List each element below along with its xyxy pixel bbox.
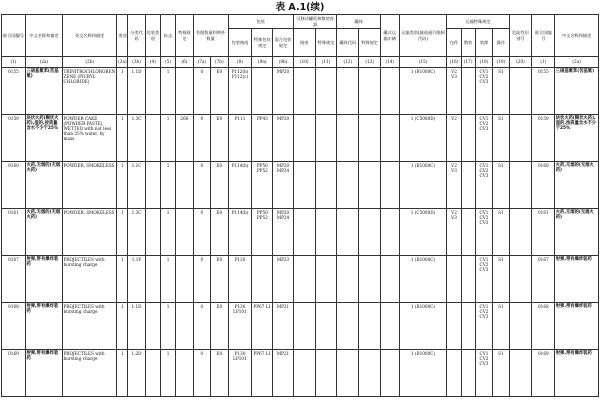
packing-group-cell (145, 115, 160, 162)
tank-sp2-cell (359, 162, 381, 209)
tank-sp2-cell (359, 350, 381, 397)
limited-quantity-cell: 0 (193, 209, 210, 256)
tank-instruction-cell (293, 115, 315, 162)
en-name-cell: POWDER, SMOKELESS (62, 209, 116, 256)
excepted-quantity-cell: E0 (211, 162, 228, 209)
hazard-id-cell (509, 303, 532, 350)
tank-instruction-cell (293, 256, 315, 303)
label-cell: 1 (160, 162, 175, 209)
header-un-number: 联合国编号 (2, 15, 26, 57)
tank-instruction-cell (293, 209, 315, 256)
limited-quantity-cell: 0 (193, 68, 210, 115)
un-number-2-cell: 0155 (532, 68, 555, 115)
cn-name-2-cell: 块状火药(糊状火药),湿的,按质量含水不少于25% (555, 115, 599, 162)
column-number: (3b) (128, 57, 145, 68)
header-sp-loading: 装卸 (475, 29, 492, 57)
class-code-cell: 1.2D (128, 350, 145, 397)
sp-bulk-cell (461, 162, 475, 209)
dangerous-goods-table (1, 14, 599, 397)
sp-loading-cell: CV1 CV2 CV3 (475, 68, 492, 115)
column-number-row (2, 57, 599, 68)
header-cn-name: 中文名称和描述 (25, 15, 62, 57)
tank-sp-cell (315, 209, 337, 256)
column-number: (1) (532, 57, 555, 68)
special-provision-cell (176, 350, 193, 397)
cn-name-cell: 火药,无烟的(无烟火药) (25, 162, 62, 209)
tank-code-cell (337, 162, 359, 209)
sp-bulk-cell (461, 303, 475, 350)
header-transport-category: 运输类别(隧道通行限制代码) (399, 15, 447, 57)
un-number-cell: 0169 (2, 350, 26, 397)
packing-instruction-cell: P114(b) (228, 209, 252, 256)
en-name-cell: POWDER, SMOKELESS (62, 162, 116, 209)
tank-instruction-cell (293, 303, 315, 350)
un-number-cell: 0167 (2, 256, 26, 303)
cn-name-cell: 块状火药(糊状火药),湿的,按质量含水不少于25% (25, 115, 62, 162)
sp-packages-cell: V2 V3 (447, 162, 461, 209)
tank-sp2-cell (359, 256, 381, 303)
sp-operation-cell: S1 (493, 115, 509, 162)
mixed-packing-cell: MP21 (273, 303, 294, 350)
column-number: (7b) (211, 57, 228, 68)
column-number: (8) (228, 57, 252, 68)
un-number-cell: 0161 (2, 209, 26, 256)
class-code-cell: 1.1D (128, 303, 145, 350)
column-number: (13) (359, 57, 381, 68)
column-number: (15) (399, 57, 447, 68)
sp-operation-cell: S1 (493, 303, 509, 350)
header-tank-instr: 指南 (293, 29, 315, 57)
transport-category-cell: 1 (B1000C) (399, 350, 447, 397)
packing-sp-cell: PP50 PP52 (252, 162, 273, 209)
packing-group-cell (145, 162, 160, 209)
sp-operation-cell: S1 (493, 162, 509, 209)
tank-sp-cell (315, 303, 337, 350)
sp-loading-cell: CV1 CV2 CV3 (475, 162, 492, 209)
transport-category-cell: 1 (B1000C) (399, 256, 447, 303)
cn-name-2-cell: 射弹,带有爆炸装药 (555, 350, 599, 397)
vehicle-cell (381, 209, 400, 256)
header-packing-sp: 特殊包装规定 (252, 29, 273, 57)
table-row (2, 162, 599, 209)
header-vehicle-for-tank: 罐式运输车辆 (381, 15, 400, 57)
cn-name-2-cell: 射弹,带有爆炸装药 (555, 303, 599, 350)
un-number-cell: 0160 (2, 162, 26, 209)
tank-instruction-cell (293, 162, 315, 209)
sp-packages-cell (447, 350, 461, 397)
column-number: (10) (293, 57, 315, 68)
mixed-packing-cell: MP20 MP24 (273, 162, 294, 209)
tank-sp-cell (315, 350, 337, 397)
header-packing-instr: 包装指南 (228, 29, 252, 57)
table-row (2, 209, 599, 256)
class-cell: 1 (117, 162, 128, 209)
header-class-code: 分类代码 (128, 15, 145, 57)
special-provision-cell: 266 (176, 115, 193, 162)
un-number-2-cell: 0160 (532, 162, 555, 209)
special-provision-cell (176, 303, 193, 350)
column-number: (1) (2, 57, 26, 68)
packing-instruction-cell: P114(b) (228, 162, 252, 209)
tank-sp-cell (315, 162, 337, 209)
hazard-id-cell (509, 256, 532, 303)
sp-packages-cell: V2 V3 (447, 68, 461, 115)
transport-category-cell: 1 (B1000C) (399, 303, 447, 350)
column-number: (17) (461, 57, 475, 68)
column-number: (2a) (555, 57, 599, 68)
en-name-cell: TRINITROCHLOROBENZENE (PICRYL CHLORIDE) (62, 68, 116, 115)
header-special-provisions: 特殊规定 (176, 15, 193, 57)
transport-category-cell: 1 (B1000C) (399, 162, 447, 209)
packing-sp-cell: PP67 L1 (252, 303, 273, 350)
hazard-id-cell (509, 115, 532, 162)
tank-code-cell (337, 350, 359, 397)
header-sp-packages: 包件 (447, 29, 461, 57)
cn-name-cell: 射弹,带有爆炸装药 (25, 303, 62, 350)
en-name-cell: PROJECTILES with bursting charge (62, 350, 116, 397)
vehicle-cell (381, 68, 400, 115)
tank-sp-cell (315, 115, 337, 162)
packing-sp-cell: PP43 (252, 115, 273, 162)
excepted-quantity-cell: E0 (211, 209, 228, 256)
class-code-cell: 1.3C (128, 115, 145, 162)
header-sp-operation: 操作 (493, 29, 509, 57)
column-number: (14) (381, 57, 400, 68)
un-number-2-cell: 0167 (532, 256, 555, 303)
class-cell: 1 (117, 303, 128, 350)
en-name-cell: PROJECTILES with bursting charge (62, 256, 116, 303)
column-number: (4) (145, 57, 160, 68)
sp-bulk-cell (461, 350, 475, 397)
class-cell: 1 (117, 209, 128, 256)
tank-sp-cell (315, 68, 337, 115)
un-number-2-cell: 0161 (532, 209, 555, 256)
class-code-cell: 1.1D (128, 68, 145, 115)
cn-name-cell: 射弹,带有爆炸装药 (25, 350, 62, 397)
un-number-2-cell: 0159 (532, 115, 555, 162)
column-number: (2a) (25, 57, 62, 68)
limited-quantity-cell: 0 (193, 350, 210, 397)
label-cell: 1 (160, 115, 175, 162)
class-cell: 1 (117, 68, 128, 115)
header-labels: 标志 (160, 15, 175, 57)
vehicle-cell (381, 162, 400, 209)
header-hazard-id: 危险性识别号 (509, 15, 532, 57)
table-row (2, 256, 599, 303)
sp-operation-cell: S1 (493, 209, 509, 256)
header-sp-bulk: 散装 (461, 29, 475, 57)
packing-instruction-cell: P111 (228, 115, 252, 162)
column-number: (7a) (193, 57, 210, 68)
table-row (2, 303, 599, 350)
sp-operation-cell: S1 (493, 256, 509, 303)
header-cn-name-2: 中文名称和描述 (555, 15, 599, 57)
header-tank-code: 罐体代码 (337, 29, 359, 57)
limited-quantity-cell: 0 (193, 162, 210, 209)
tank-sp2-cell (359, 209, 381, 256)
packing-sp-cell (252, 256, 273, 303)
un-number-cell: 0155 (2, 68, 26, 115)
header-tank-group: 可移动罐柜和散装容器 (293, 15, 337, 29)
packing-sp-cell: PP50 PP52 (252, 209, 273, 256)
cn-name-cell: 火药,无烟的(无烟火药) (25, 209, 62, 256)
mixed-packing-cell: MP20 (273, 115, 294, 162)
column-number: (2b) (62, 57, 116, 68)
class-code-cell: 1.1C (128, 162, 145, 209)
header-limited-excepted: 有限数量和例外数量 (193, 15, 228, 57)
tank-code-cell (337, 303, 359, 350)
label-cell: 1 (160, 350, 175, 397)
hazard-id-cell (509, 68, 532, 115)
sp-loading-cell: CV1 CV2 CV3 (475, 350, 492, 397)
tank-instruction-cell (293, 350, 315, 397)
header-mixed-packing: 混合包装规定 (273, 29, 294, 57)
en-name-cell: PROJECTILES with bursting charge (62, 303, 116, 350)
packing-group-cell (145, 68, 160, 115)
en-name-cell: POWDER CAKE (POWDER PASTE), WETTED with not less than 25% water, by mass (62, 115, 116, 162)
packing-instruction-cell: P130 (228, 256, 252, 303)
sp-loading-cell: CV1 CV2 CV3 (475, 209, 492, 256)
sp-operation-cell: S1 (493, 68, 509, 115)
special-provision-cell (176, 68, 193, 115)
header-vehicle-tank: 罐体 (337, 15, 381, 29)
un-number-cell: 0159 (2, 115, 26, 162)
table-body (2, 68, 599, 397)
mixed-packing-cell: MP20 (273, 68, 294, 115)
tank-sp2-cell (359, 68, 381, 115)
class-cell: 1 (117, 350, 128, 397)
header-packing: 包装 (228, 15, 293, 29)
packing-instruction-cell: P112(b) P112(c) (228, 68, 252, 115)
column-number: (20) (509, 57, 532, 68)
limited-quantity-cell: 0 (193, 115, 210, 162)
packing-instruction-cell: P130 LP101 (228, 303, 252, 350)
class-code-cell: 1.1F (128, 256, 145, 303)
vehicle-cell (381, 350, 400, 397)
special-provision-cell (176, 256, 193, 303)
cn-name-2-cell: 三硝基氯苯(苦基氯) (555, 68, 599, 115)
column-number: (16) (447, 57, 461, 68)
sp-bulk-cell (461, 115, 475, 162)
sp-packages-cell (447, 303, 461, 350)
un-number-2-cell: 0169 (532, 350, 555, 397)
header-un-number-2: 联合国编号 (532, 15, 555, 57)
page-title: 表 A.1(续) (275, 2, 325, 13)
column-number: (18) (475, 57, 492, 68)
tank-code-cell (337, 115, 359, 162)
packing-sp-cell: PP67 L1 (252, 350, 273, 397)
tank-code-cell (337, 209, 359, 256)
special-provision-cell (176, 162, 193, 209)
excepted-quantity-cell: E0 (211, 115, 228, 162)
limited-quantity-cell: 0 (193, 303, 210, 350)
cn-name-2-cell: 火药,无烟的(无烟火药) (555, 209, 599, 256)
excepted-quantity-cell: E0 (211, 303, 228, 350)
special-provision-cell (176, 209, 193, 256)
sp-loading-cell: CV1 CV2 CV3 (475, 256, 492, 303)
sp-packages-cell (447, 256, 461, 303)
transport-category-cell: 1 (C5000D) (399, 209, 447, 256)
tank-code-cell (337, 68, 359, 115)
sp-packages-cell: V2 (447, 115, 461, 162)
excepted-quantity-cell: E0 (211, 68, 228, 115)
header-packing-group: 包装类别 (145, 15, 160, 57)
hazard-id-cell (509, 350, 532, 397)
sp-loading-cell: CV1 CV2 CV3 (475, 115, 492, 162)
label-cell: 1 (160, 303, 175, 350)
cn-name-cell: 射弹,带有爆炸装药 (25, 256, 62, 303)
excepted-quantity-cell: E0 (211, 256, 228, 303)
limited-quantity-cell: 0 (193, 256, 210, 303)
mixed-packing-cell: MP21 (273, 350, 294, 397)
packing-group-cell (145, 209, 160, 256)
transport-category-cell: 1 (C5000D) (399, 115, 447, 162)
sp-bulk-cell (461, 256, 475, 303)
header-special-transport: 运输特殊规定 (447, 15, 509, 29)
label-cell: 1 (160, 256, 175, 303)
hazard-id-cell (509, 162, 532, 209)
column-number: (12) (337, 57, 359, 68)
un-number-cell: 0168 (2, 303, 26, 350)
table-row (2, 350, 599, 397)
hazard-id-cell (509, 209, 532, 256)
header-tank-sp: 特殊规定 (315, 29, 337, 57)
label-cell: 1 (160, 68, 175, 115)
packing-instruction-cell: P130 LP101 (228, 350, 252, 397)
label-cell: 1 (160, 209, 175, 256)
column-number: (5) (160, 57, 175, 68)
class-cell: 1 (117, 115, 128, 162)
tank-sp2-cell (359, 303, 381, 350)
table-row (2, 68, 599, 115)
column-number: (6) (176, 57, 193, 68)
packing-group-cell (145, 350, 160, 397)
cn-name-2-cell: 火药,无烟的(无烟火药) (555, 162, 599, 209)
vehicle-cell (381, 256, 400, 303)
column-number: (19) (493, 57, 509, 68)
header-tank-sp2: 特殊规定 (359, 29, 381, 57)
sp-operation-cell: S1 (493, 350, 509, 397)
cn-name-cell: 三硝基氯苯(苦基氯) (25, 68, 62, 115)
sp-loading-cell: CV1 CV2 CV3 (475, 303, 492, 350)
mixed-packing-cell: MP20 MP24 (273, 209, 294, 256)
excepted-quantity-cell: E0 (211, 350, 228, 397)
column-number: (9b) (273, 57, 294, 68)
tank-sp2-cell (359, 115, 381, 162)
vehicle-cell (381, 303, 400, 350)
transport-category-cell: 1 (B1000C) (399, 68, 447, 115)
tank-sp-cell (315, 256, 337, 303)
packing-group-cell (145, 303, 160, 350)
sp-packages-cell: V2 V3 (447, 209, 461, 256)
column-number: (11) (315, 57, 337, 68)
tank-instruction-cell (293, 68, 315, 115)
table-row (2, 115, 599, 162)
tank-code-cell (337, 256, 359, 303)
vehicle-cell (381, 115, 400, 162)
packing-sp-cell (252, 68, 273, 115)
class-cell: 1 (117, 256, 128, 303)
sp-bulk-cell (461, 209, 475, 256)
packing-group-cell (145, 256, 160, 303)
column-number: (3a) (117, 57, 128, 68)
class-code-cell: 1.3C (128, 209, 145, 256)
cn-name-2-cell: 射弹,带有爆炸装药 (555, 256, 599, 303)
header-class: 类别 (117, 15, 128, 57)
un-number-2-cell: 0168 (532, 303, 555, 350)
column-number: (9a) (252, 57, 273, 68)
mixed-packing-cell: MP23 (273, 256, 294, 303)
header-en-name: 英文名称和描述 (62, 15, 116, 57)
sp-bulk-cell (461, 68, 475, 115)
